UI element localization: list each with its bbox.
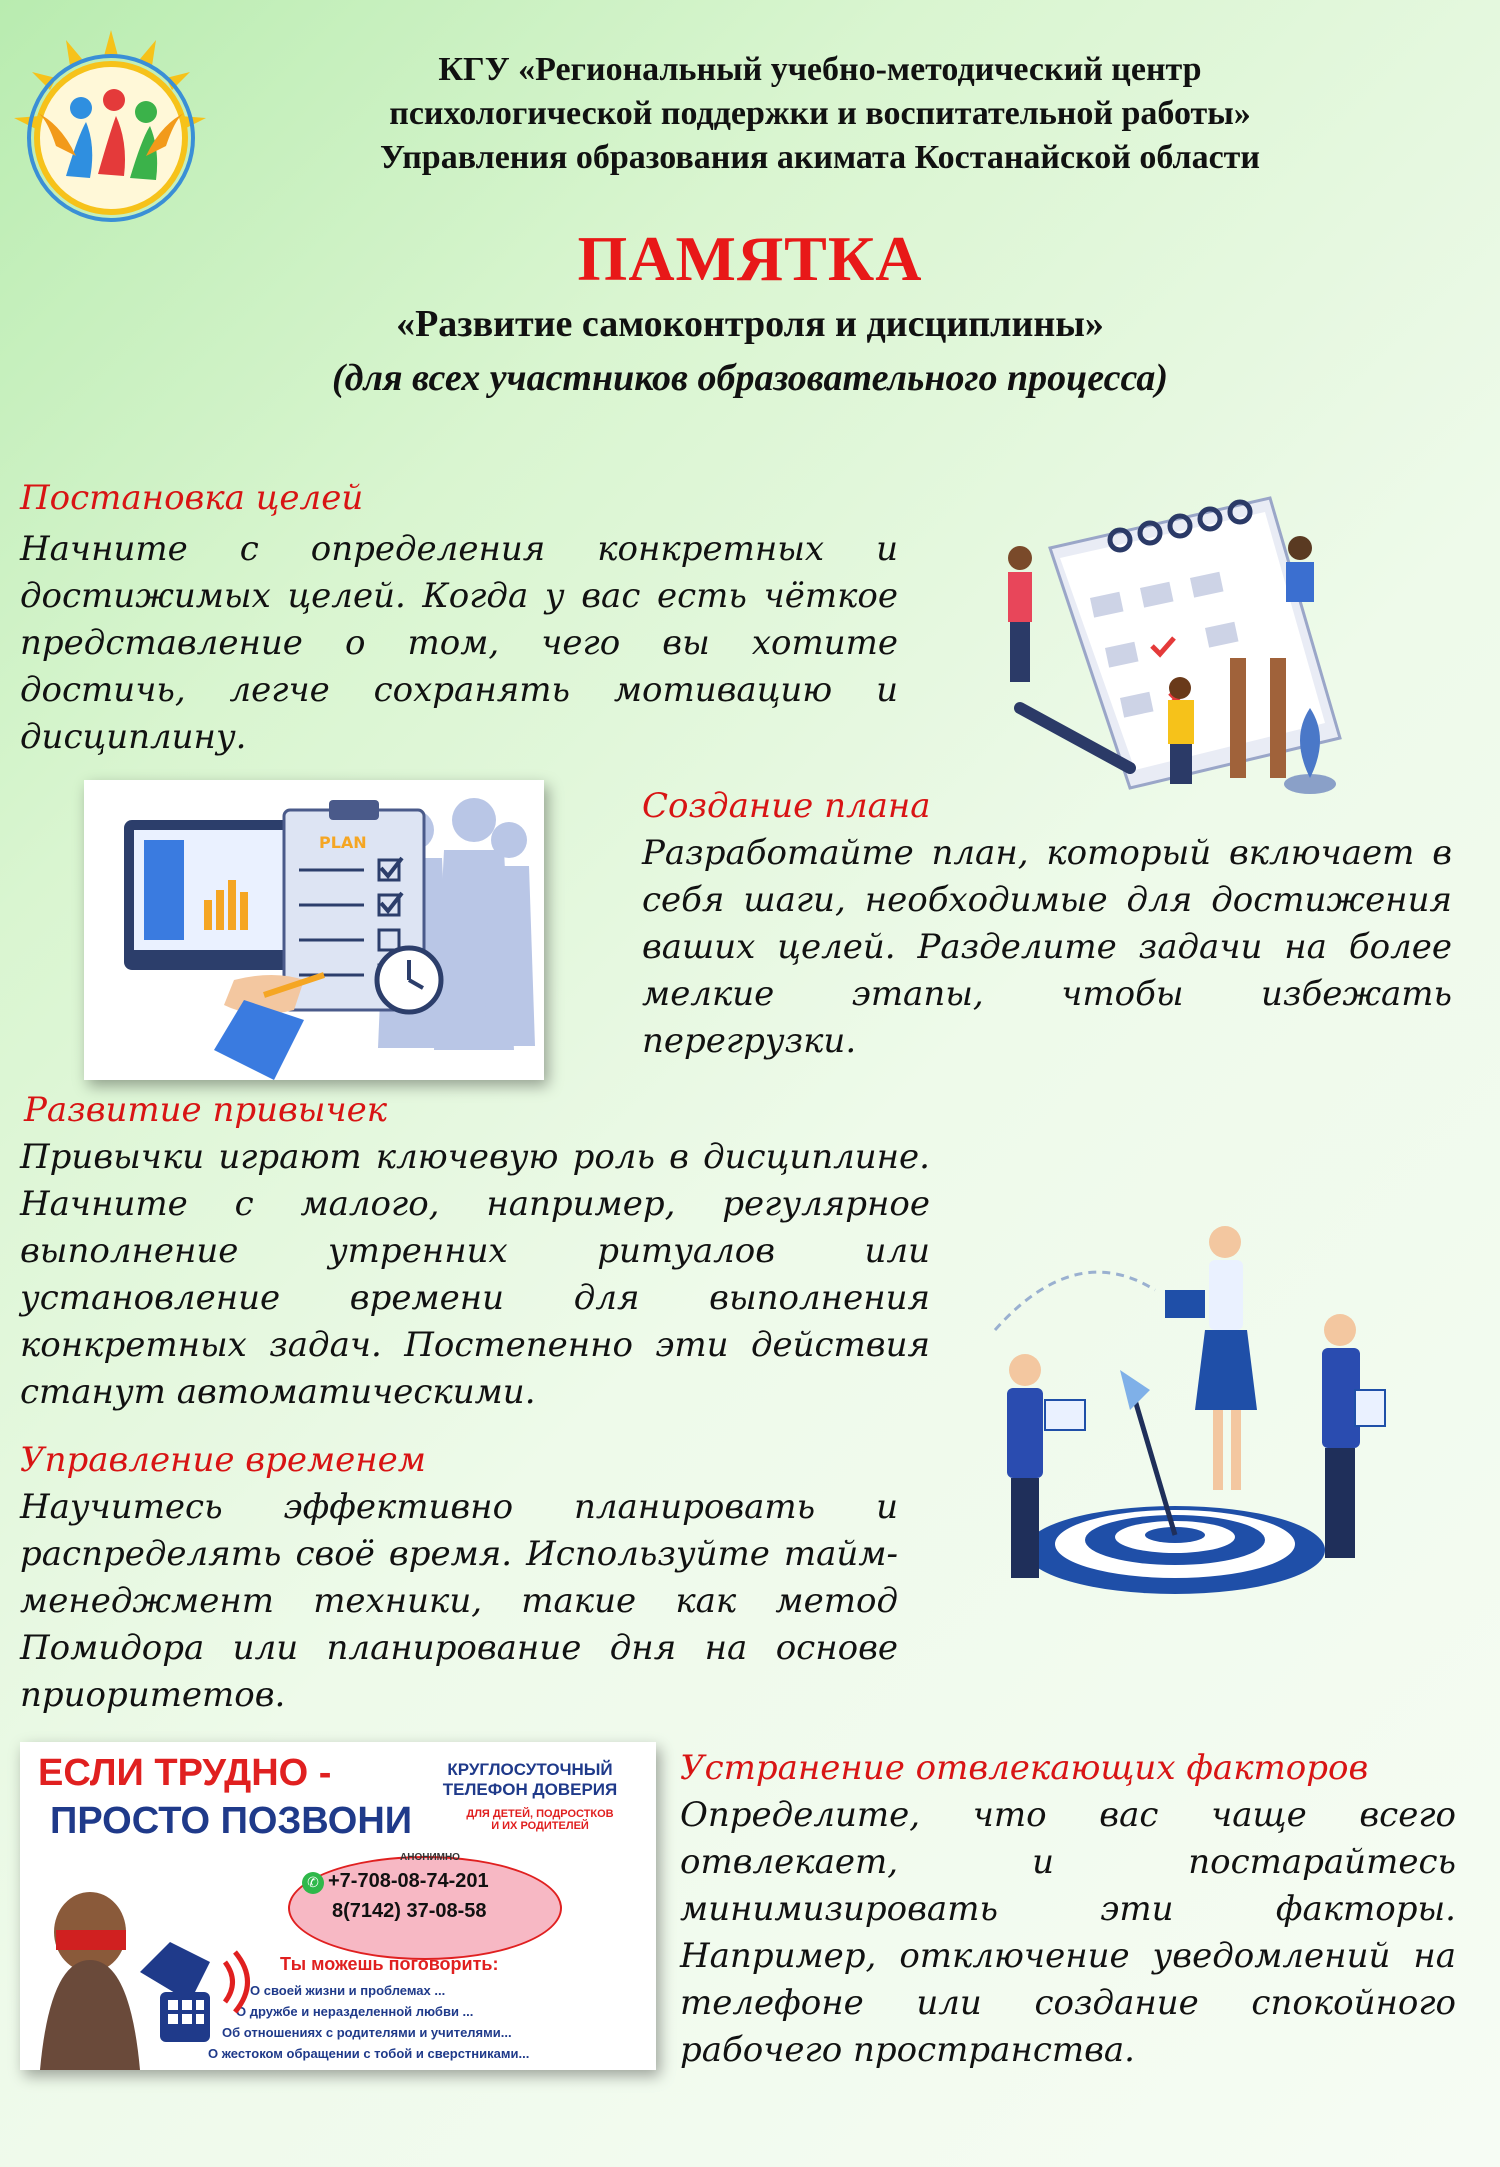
helpline-anon: АНОНИМНО <box>400 1852 460 1863</box>
page-title: ПАМЯТКА <box>577 223 923 294</box>
whatsapp-icon: ✆ <box>302 1872 324 1894</box>
helpline-topic: О жестоком обращении с тобой и сверстниками... <box>208 2046 530 2061</box>
header-line-3: Управления образования акимата Костанайской области <box>380 139 1260 176</box>
helpline-poster <box>20 1742 656 2070</box>
helpline-topic: О дружбе и неразделенной любви ... <box>236 2004 474 2019</box>
header-line-2: психологической поддержки и воспитательной работы» <box>389 95 1251 132</box>
helpline-phone-1[interactable]: +7-708-08-74-201 <box>328 1870 489 1892</box>
section-body-plan: Разработайте план, который включает в себя шаги, необходимые для достижения ваших целей. Разделите задачи на более мелкие этапы, чтобы избежать перегрузки. <box>642 833 1452 1061</box>
section-body-time: Научитесь эффективно планировать и распределять своё время. Используйте тайм-менеджмент техники, такие как метод Помидора или планирование дня на основе приоритетов. <box>20 1487 898 1715</box>
helpline-headline-2: ПРОСТО ПОЗВОНИ <box>50 1800 413 1842</box>
section-title-time: Управление временем <box>20 1440 426 1480</box>
section-body-habits: Привычки играют ключевую роль в дисциплине. Начните с малого, например, регулярное выполнение утренних ритуалов или установление времени для выполнения конкретных задач. Постепенно эти действия станут автоматическими. <box>20 1137 930 1412</box>
helpline-service-1: КРУГЛОСУТОЧНЫЙ <box>447 1760 613 1779</box>
organization-header <box>240 48 1400 180</box>
calendar-illustration <box>980 488 1360 818</box>
helpline-topics <box>200 1980 640 2064</box>
helpline-topic: О своей жизни и проблемах ... <box>250 1983 446 1998</box>
helpline-service-2: ТЕЛЕФОН ДОВЕРИЯ <box>442 1780 618 1799</box>
audience-note: (для всех участников образовательного процесса) <box>331 357 1169 399</box>
helpline-audience-2: И ИХ РОДИТЕЛЕЙ <box>491 1820 589 1832</box>
section-title-distractions: Устранение отвлекающих факторов <box>680 1748 1369 1788</box>
section-body-distractions: Определите, что вас чаще всего отвлекает, и постарайтесь минимизировать эти факторы. Например, отключение уведомлений на телефоне или создание спокойного рабочего пространства. <box>680 1795 1456 2070</box>
header-line-1: КГУ «Региональный учебно-методический центр <box>438 51 1202 88</box>
helpline-audience-1: ДЛЯ ДЕТЕЙ, ПОДРОСТКОВ <box>466 1808 614 1820</box>
helpline-topic: Об отношениях с родителями и учителями... <box>222 2025 512 2040</box>
page-subtitle: «Развитие самоконтроля и дисциплины» <box>396 303 1104 345</box>
section-title-goals: Постановка целей <box>20 478 364 518</box>
section-body-goals: Начните с определения конкретных и достижимых целей. Когда у вас есть чёткое представление о том, чего вы хотите достичь, легче сохранять мотивацию и дисциплину. <box>20 529 898 757</box>
target-illustration <box>955 1220 1395 1610</box>
plan-label: PLAN <box>319 833 367 852</box>
helpline-phone-2[interactable]: 8(7142) 37-08-58 <box>332 1900 487 1922</box>
organization-logo <box>6 26 216 236</box>
child-photo <box>20 1852 260 2070</box>
helpline-talk-heading: Ты можешь поговорить: <box>280 1954 499 1974</box>
section-title-plan: Создание плана <box>642 786 931 826</box>
section-title-habits: Развитие привычек <box>24 1090 388 1130</box>
helpline-headline-1: ЕСЛИ ТРУДНО - <box>38 1752 332 1794</box>
plan-illustration <box>84 780 544 1080</box>
